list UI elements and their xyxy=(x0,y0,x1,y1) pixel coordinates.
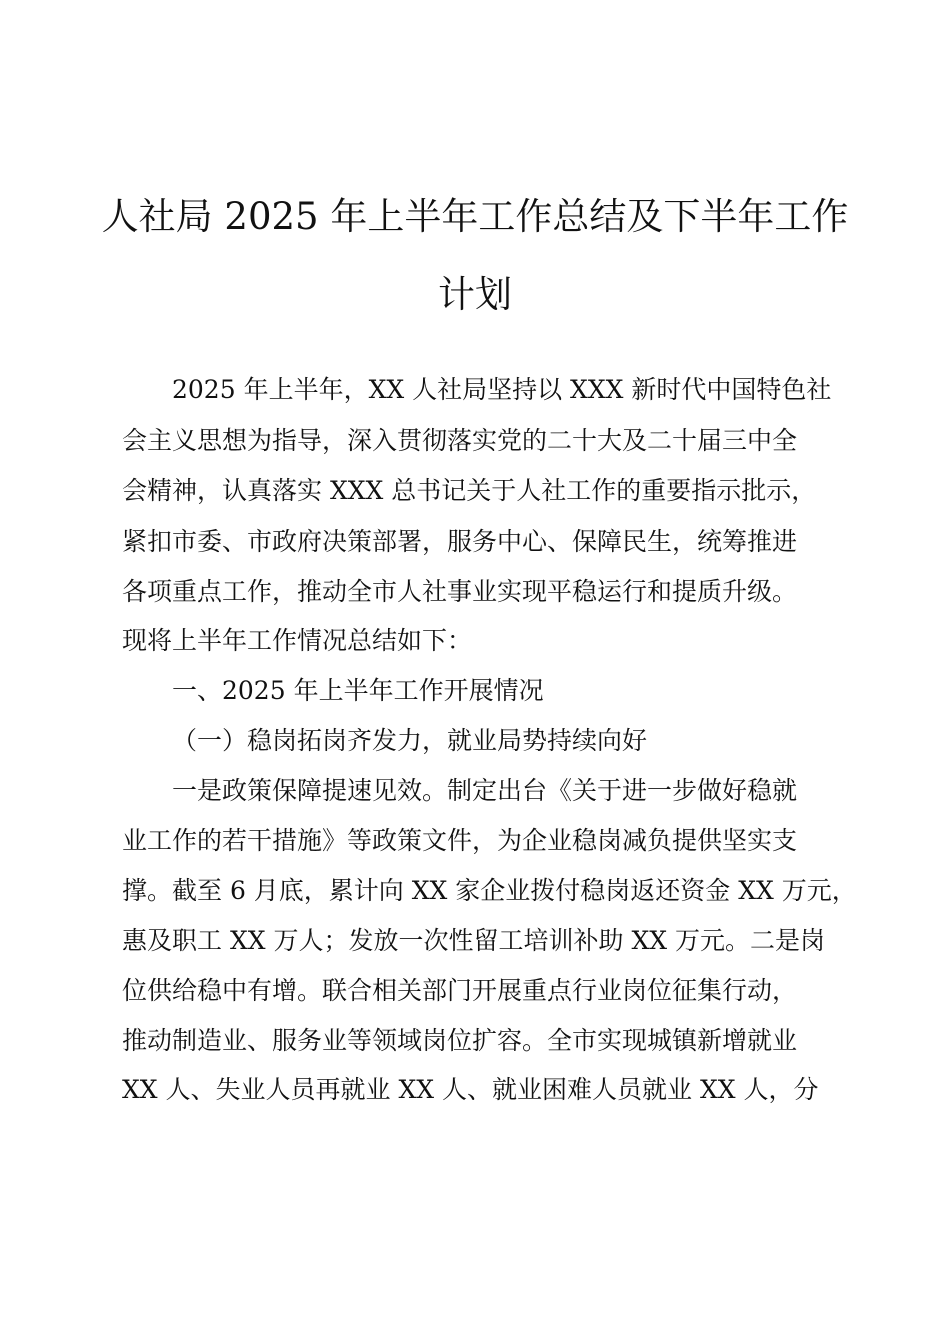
body-line-10: 业工作的若干措施》等政策文件，为企业稳岗减负提供坚实支 xyxy=(122,826,798,855)
body-line-5: 各项重点工作，推动全市人社事业实现平稳运行和提质升级。 xyxy=(122,577,798,606)
body-line-12: 惠及职工 XX 万人；发放一次性留工培训补助 XX 万元。二是岗 xyxy=(122,926,825,955)
body-line-9: 一是政策保障提速见效。制定出台《关于进一步做好稳就 xyxy=(172,776,798,805)
body-line-14: 推动制造业、服务业等领域岗位扩容。全市实现城镇新增就业 xyxy=(122,1026,798,1055)
document-title-line-1: 人社局 2025 年上半年工作总结及下半年工作 xyxy=(101,195,849,238)
body-line-3: 会精神，认真落实 XXX 总书记关于人社工作的重要指示批示， xyxy=(122,476,817,505)
body-line-4: 紧扣市委、市政府决策部署，服务中心、保障民生，统筹推进 xyxy=(122,527,798,556)
body-line-13: 位供给稳中有增。联合相关部门开展重点行业岗位征集行动， xyxy=(122,976,798,1005)
subsection-heading-1: （一）稳岗拓岗齐发力，就业局势持续向好 xyxy=(172,726,648,755)
document-title-line-2: 计划 xyxy=(438,273,512,316)
section-heading-1: 一、2025 年上半年工作开展情况 xyxy=(172,676,544,705)
body-line-1: 2025 年上半年，XX 人社局坚持以 XXX 新时代中国特色社 xyxy=(172,375,832,404)
body-line-2: 会主义思想为指导，深入贯彻落实党的二十大及二十届三中全 xyxy=(122,426,798,455)
body-line-15: XX 人、失业人员再就业 XX 人、就业困难人员就业 XX 人，分 xyxy=(122,1075,819,1104)
body-line-11: 撑。截至 6 月底，累计向 XX 家企业拨付稳岗返还资金 XX 万元， xyxy=(122,876,857,905)
body-line-6: 现将上半年工作情况总结如下： xyxy=(122,626,473,655)
